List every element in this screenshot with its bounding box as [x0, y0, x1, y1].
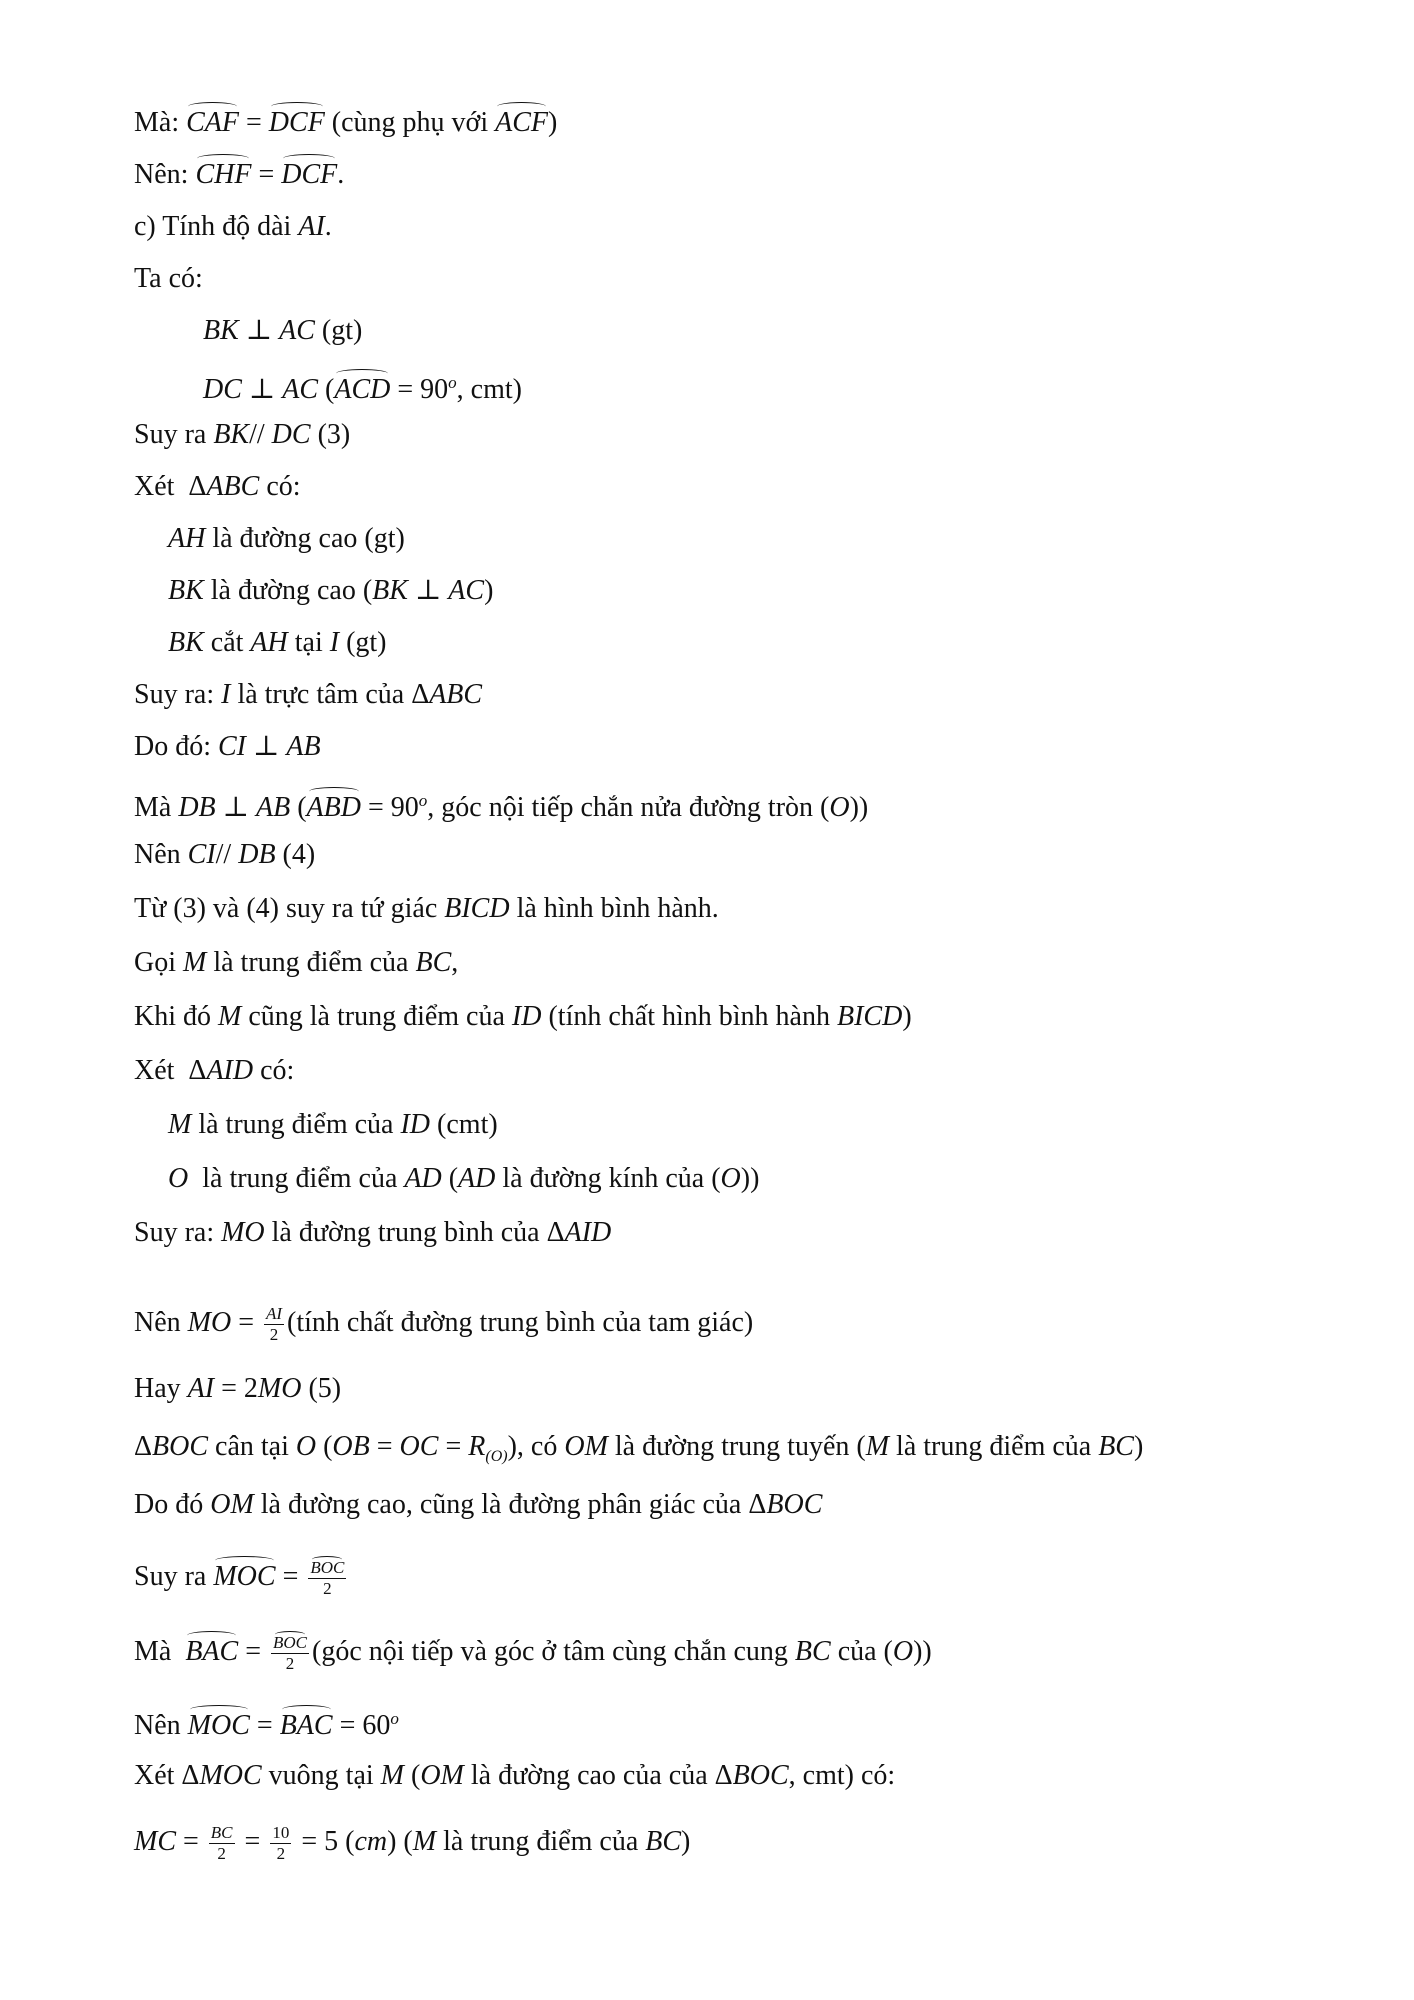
- text-line: Suy ra MOC = $\frac{\text{BOC}}{2}$: [134, 1558, 345, 1598]
- text-line: M là trung điểm của ID (cmt): [168, 1109, 498, 1140]
- text-line: ΔBOC cân tại O (OB = OC = $R_{(O)}$), có OM là đường trung tuyến (M là trung điểm của BC): [134, 1431, 1144, 1465]
- text-line: Gọi M là trung điểm của BC,: [134, 947, 459, 978]
- text-line: Suy ra: I là trực tâm của ΔABC: [134, 679, 483, 710]
- text-line: Suy ra: MO là đường trung bình của ΔAID: [134, 1217, 612, 1248]
- text-line: MC = $\frac{BC}{2}$ = $\frac{10}{2}$ = 5 (cm) (M là trung điểm của BC): [134, 1823, 691, 1863]
- text-line: Nên: CHF = DCF.: [134, 157, 344, 193]
- text-line: O là trung điểm của AD (AD là đường kính của (O)): [168, 1163, 760, 1194]
- text-line: BK cắt AH tại I (gt): [168, 627, 387, 658]
- text-line: BK ⊥ AC (gt): [203, 315, 363, 346]
- text-line: Xét ΔMOC vuông tại M (OM là đường cao của của ΔBOC, cmt) có:: [134, 1760, 896, 1791]
- text-line: Xét ΔAID có:: [134, 1055, 295, 1086]
- text-line: Nên MOC = BAC = $60^o$: [134, 1701, 399, 1744]
- text-line: DC ⊥ AC ($ACD = 90^o$, cmt): [203, 365, 522, 408]
- text-line: AH là đường cao (gt): [168, 523, 405, 554]
- text-line: Mà: CAF = DCF (cùng phụ với ACF): [134, 105, 557, 141]
- text-line: Ta có:: [134, 263, 203, 294]
- text-line: Suy ra BK// DC (3): [134, 419, 351, 450]
- text-line: Mà BAC = $\frac{\text{BOC}}{2}$ (góc nội tiếp và góc ở tâm cùng chắn cung BC của (O)): [134, 1633, 932, 1673]
- text-line: Do đó: CI ⊥ AB: [134, 731, 321, 762]
- text-line: Do đó OM là đường cao, cũng là đường phân giác của ΔBOC: [134, 1489, 823, 1520]
- text-line: Khi đó M cũng là trung điểm của ID (tính chất hình bình hành BICD): [134, 1001, 912, 1032]
- text-line: Xét ΔABC có:: [134, 471, 301, 502]
- text-line: Mà DB ⊥ AB ($ABD = 90^o$, góc nội tiếp chắn nửa đường tròn (O)): [134, 783, 868, 826]
- text-line: Nên MO = $\frac{AI}{2}$ (tính chất đường trung bình của tam giác): [134, 1304, 754, 1344]
- text-line: Từ (3) và (4) suy ra tứ giác BICD là hình bình hành.: [134, 893, 719, 924]
- text-line: c) Tính độ dài AI.: [134, 211, 332, 242]
- text-line: BK là đường cao (BK ⊥ AC): [168, 575, 494, 606]
- text-line: Nên CI// DB (4): [134, 839, 316, 870]
- text-line: Hay AI = 2MO (5): [134, 1373, 342, 1404]
